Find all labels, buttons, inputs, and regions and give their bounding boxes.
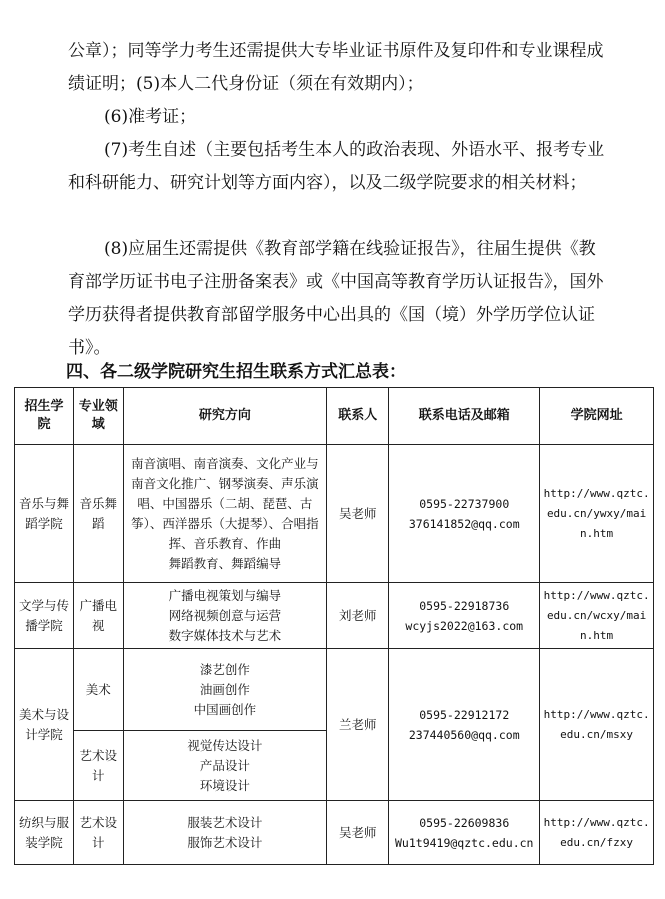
directions-cell: 视觉传达设计 产品设计 环境设计 [123, 731, 327, 801]
paragraph-2: (6)准考证； [104, 107, 197, 127]
paragraph-1: 公章）；同等学力考生还需提供大专毕业证书原件及复印件和专业课程成绩证明；(5)本人二代身份证（须在有效期内）； [68, 41, 604, 94]
directions-cell: 广播电视策划与编导 网络视频创意与运营 数字媒体技术与艺术 [123, 583, 327, 649]
field-cell: 艺术设计 [73, 801, 123, 865]
college-cell: 音乐与舞蹈学院 [15, 445, 74, 583]
contact-cell: 兰老师 [327, 649, 389, 801]
header-college: 招生学院 [15, 388, 74, 445]
url-cell: http://www.qztc.edu.cn/ywxy/main.htm [540, 445, 654, 583]
table-header-row [15, 388, 654, 445]
table-row [15, 649, 654, 731]
url-cell: http://www.qztc.edu.cn/wcxy/main.htm [540, 583, 654, 649]
table-row [15, 583, 654, 649]
contact-cell: 刘老师 [327, 583, 389, 649]
contact-cell: 吴老师 [327, 801, 389, 865]
header-url: 学院网址 [540, 388, 654, 445]
contact-table [14, 387, 654, 865]
directions-cell: 服装艺术设计 服饰艺术设计 [123, 801, 327, 865]
phone-email-cell: 0595-22737900 376141852@qq.com [389, 445, 540, 583]
table-row [15, 445, 654, 583]
section-heading: 四、各二级学院研究生招生联系方式汇总表： [66, 362, 406, 382]
contact-cell: 吴老师 [327, 445, 389, 583]
url-cell: http://www.qztc.edu.cn/msxy [540, 649, 654, 801]
url-cell: http://www.qztc.edu.cn/fzxy [540, 801, 654, 865]
header-phone-email: 联系电话及邮箱 [389, 388, 540, 445]
phone-email-cell: 0595-22609836 Wu1t9419@qztc.edu.cn [389, 801, 540, 865]
field-cell: 美术 [73, 649, 123, 731]
header-contact: 联系人 [327, 388, 389, 445]
field-cell: 广播电视 [73, 583, 123, 649]
directions-cell: 漆艺创作 油画创作 中国画创作 [123, 649, 327, 731]
header-directions: 研究方向 [123, 388, 327, 445]
header-field: 专业领域 [73, 388, 123, 445]
college-cell: 纺织与服装学院 [15, 801, 74, 865]
paragraph-3: (7)考生自述（主要包括考生本人的政治表现、外语水平、报考专业和科研能力、研究计划等方面内容），以及二级学院要求的相关材料； [68, 140, 605, 193]
phone-email-cell: 0595-22918736 wcyjs2022@163.com [389, 583, 540, 649]
college-cell: 文学与传播学院 [15, 583, 74, 649]
table-row [15, 801, 654, 865]
paragraph-4: (8)应届生还需提供《教育部学籍在线验证报告》，往届生提供《教育部学历证书电子注册备案表》或《中国高等教育学历认证报告》，国外学历获得者提供教育部留学服务中心出具的《国（境）外学历学位认证书》。 [68, 239, 604, 358]
directions-cell: 南音演唱、南音演奏、文化产业与南音文化推广、钢琴演奏、声乐演唱、中国器乐（二胡、琵琶、古筝）、西洋器乐（大提琴）、合唱指挥、音乐教育、作曲 舞蹈教育、舞蹈编导 [123, 445, 327, 583]
college-cell: 美术与设计学院 [15, 649, 74, 801]
field-cell: 艺术设计 [73, 731, 123, 801]
phone-email-cell: 0595-22912172 237440560@qq.com [389, 649, 540, 801]
field-cell: 音乐舞蹈 [73, 445, 123, 583]
